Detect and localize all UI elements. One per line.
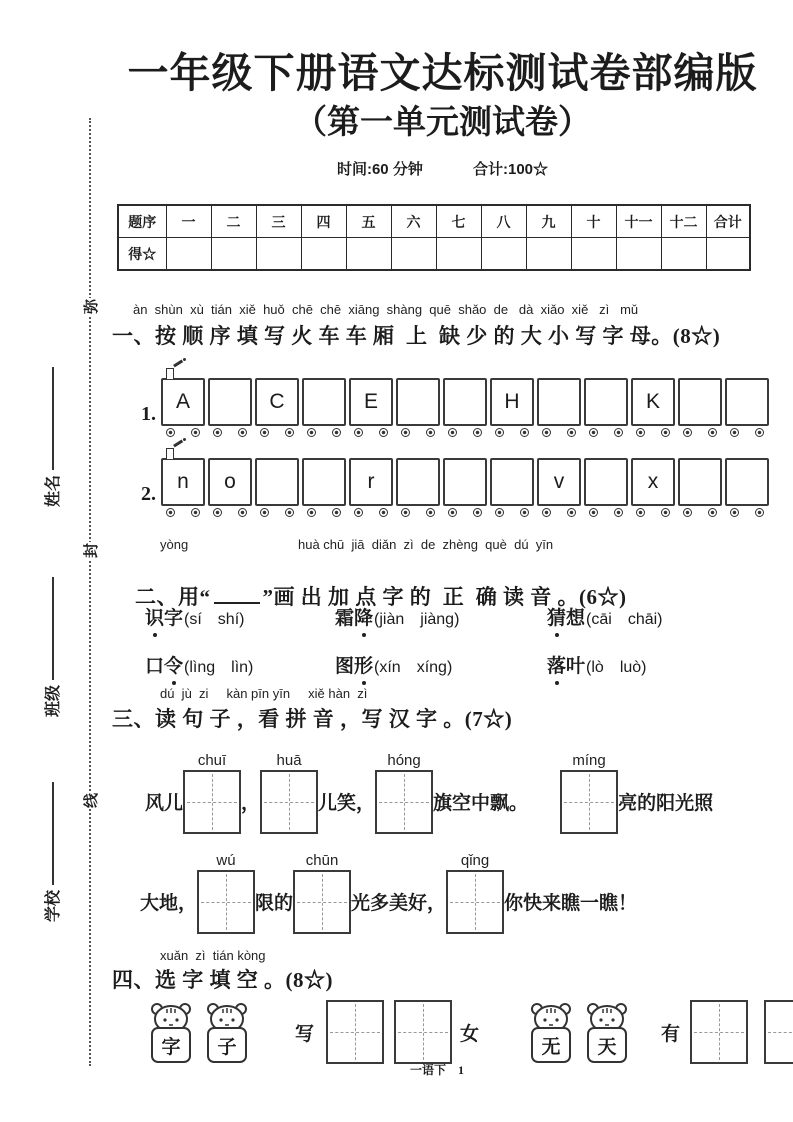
box-pinyin: wú [216,852,236,869]
q2-pinyin-options: (jiàn jiàng) [374,611,460,628]
car-letter: C [269,390,285,413]
tianzige-box [375,770,433,834]
score-header-cell: 十二 [661,205,706,238]
car-letter: K [645,390,660,413]
box-pinyin: qǐng [460,852,490,869]
score-cell [571,238,616,271]
sentence-text: 你快来瞧一瞧！ [504,893,638,914]
q2-word: 图形 [335,656,374,677]
score-cell [481,238,526,271]
train-car [584,378,628,426]
q3-pinyin: dú jù zi kàn pīn yīn xiě hàn zì [160,686,368,701]
score-header-cell: 九 [526,205,571,238]
tiger-card: 子 [207,1027,247,1063]
train-car [255,378,299,426]
q2-pinyin-yong: yòng [160,537,189,552]
q2-pinyin-options: (lìng lìn) [184,659,254,676]
sentence-text: 儿笑， [318,793,376,814]
tiger-mascot [581,1001,633,1063]
q2-word: 猜想 [547,608,586,629]
train-car [631,458,675,506]
score-header-cell: 五 [346,205,391,238]
q3-text: 三、读 句 子 ，看 拼 音 ，写 汉 字 。(7☆) [112,707,513,731]
tiger-mascot [525,1001,577,1063]
q4-text: 四、选 字 填 空 。(8☆) [112,968,333,992]
q2-text-rest: 画 出 加 点 字 的 正 确 读 音 。(6☆) [273,585,627,610]
train-car [443,458,487,506]
score-cell [346,238,391,271]
tianzige-box [197,870,255,934]
box-pinyin: chūn [305,852,339,869]
score-header-cell: 六 [391,205,436,238]
score-header-cell: 十一 [616,205,661,238]
box-pinyin: huā [276,752,302,769]
answer-box-wrap [560,752,618,834]
q2-pinyin-options: (cāi chāi) [586,611,663,628]
train-car [678,378,722,426]
train-car [208,458,252,506]
score-cell [616,238,661,271]
car-letter: r [367,470,375,493]
q2-pinyin-options: (lò luò) [586,659,647,676]
sentence-text: ， [241,793,261,814]
score-header-cell: 八 [481,205,526,238]
tianzige-box [260,770,318,834]
q2-option [335,651,547,678]
tiger-card: 天 [587,1027,627,1063]
tiger-mascot [201,1001,253,1063]
q2-option [335,603,547,630]
sentence-text: 旗空中飘。 [433,793,529,814]
open-quote: “ [199,585,211,610]
answer-box-wrap [183,752,241,834]
score-cell [166,238,211,271]
page-subtitle: （第一单元测试卷） [294,103,591,140]
score-header-cell: 二 [211,205,256,238]
score-cell [301,238,346,271]
train-car [208,378,252,426]
box-pinyin: míng [572,752,606,769]
seal-dotted-line [89,118,91,1066]
q1-text: 一、按 顺 序 填 写 火 车 车 厢 上 缺 少 的 大 小 写 字 母。(8☆) [112,324,721,348]
tianzige-box [764,1000,793,1064]
q2-word: 霜降 [335,608,374,629]
q2-word: 口令 [145,656,184,677]
train-car [490,458,534,506]
score-header-cell: 合计 [706,205,750,238]
train-car [161,458,205,506]
tianzige-box [293,870,351,934]
score-row-label: 得☆ [118,238,166,271]
q2-options-row-1 [145,603,663,630]
name-field [40,367,63,507]
score-cell [256,238,301,271]
q2-options-row-2 [145,651,647,678]
class-field [40,577,63,717]
page-title: 一年级下册语文达标测试卷部编版 [127,50,758,96]
q4-after-text: 女 [460,1023,480,1045]
q4-before-text: 有 [661,1023,681,1045]
train-car [302,378,346,426]
name-field-label: 姓名 [45,474,62,507]
score-header-cell: 四 [301,205,346,238]
car-letter: E [363,390,378,413]
score-cell [391,238,436,271]
chimney-icon [166,368,174,379]
tianzige-box [690,1000,748,1064]
train-car [161,378,205,426]
q2-option [547,603,663,630]
train-car [537,378,581,426]
train-car [302,458,346,506]
train-car [631,378,675,426]
score-header-cell: 十 [571,205,616,238]
answer-box-wrap [260,752,318,834]
q2-pinyin-rest: huà chū jiā diǎn zì de zhèng què dú yīn [298,537,554,552]
exam-info [95,158,790,179]
score-header-cell: 一 [166,205,211,238]
school-field [40,782,63,922]
seal-char-2: 封 [77,542,104,559]
score-header-cell: 七 [436,205,481,238]
car-letter: n [177,470,189,493]
answer-box-wrap [446,852,504,934]
q3-line-2 [140,852,637,934]
car-letter: H [504,390,520,413]
car-letter: o [224,470,236,493]
q2-option [145,603,335,630]
tianzige-box [446,870,504,934]
tiger-card: 字 [151,1027,191,1063]
box-pinyin: hóng [387,752,421,769]
tianzige-box [326,1000,384,1064]
answer-box-wrap [293,852,351,934]
car-letter: x [647,470,659,493]
train-car [678,458,722,506]
train-car [490,378,534,426]
school-field-label: 学校 [45,889,62,922]
q2-word: 识字 [145,608,184,629]
q2-pinyin-options: (xín xíng) [374,659,453,676]
name-blank-line [50,367,54,470]
total-score-label: 合计:100☆ [473,161,549,178]
q1-pinyin: àn shùn xù tián xiě huǒ chē chē xiāng shàng quē shǎo de dà xiǎo xiě zì mǔ [133,302,639,317]
score-table-value-row [118,238,750,271]
train-car [396,458,440,506]
score-header-cell: 三 [256,205,301,238]
train-car [349,378,393,426]
tianzige-box [183,770,241,834]
tianzige-box [560,770,618,834]
sentence-text: 限的 [255,893,294,914]
sentence-text: 风儿 [145,793,184,814]
train-car [349,458,393,506]
train-car [443,378,487,426]
seal-char-3: 线 [77,792,104,809]
train-2 [141,458,772,520]
q2-number: 二、用 [135,585,200,610]
car-letter: A [175,390,190,413]
q4-pinyin: xuǎn zì tián kòng [160,948,266,963]
box-pinyin: chuī [197,752,227,769]
train-car [537,458,581,506]
score-table [117,204,751,271]
time-label: 时间:60 分钟 [336,161,423,178]
car-letter: v [553,470,565,493]
tiger-card: 无 [531,1027,571,1063]
score-cell [436,238,481,271]
score-cell [526,238,571,271]
train-1 [141,378,772,440]
score-cell [661,238,706,271]
sentence-text: 大地， [140,893,198,914]
sentence-text: 光多美好， [351,893,447,914]
sentence-text: 亮的阳光照 [618,793,714,814]
score-header-cell: 题序 [118,205,166,238]
score-table-header-row [118,205,750,238]
q4-before-text: 写 [295,1023,315,1045]
tianzige-box [394,1000,452,1064]
class-field-label: 班级 [45,684,62,717]
train-car [255,458,299,506]
page-footer: 一语下 1 [409,1063,464,1077]
score-cell [706,238,750,271]
train-car [725,458,769,506]
class-blank-line [50,577,54,680]
q2-option [547,651,647,678]
close-quote: ” [262,585,274,610]
q4-content-row [145,1000,793,1064]
answer-box-wrap [197,852,255,934]
seal-char-1: 弥 [77,298,104,315]
train-car [584,458,628,506]
train-2-number: 2. [141,483,156,505]
q2-answer-blank [214,580,260,604]
tiger-mascot [145,1001,197,1063]
q2-pinyin-options: (sí shí) [184,611,245,628]
q3-line-1 [145,752,713,834]
school-blank-line [50,782,54,885]
q2-option [145,651,335,678]
train-car [725,378,769,426]
answer-box-wrap [375,752,433,834]
train-1-number: 1. [141,403,156,425]
train-car [396,378,440,426]
chimney-icon [166,448,174,459]
q2-word: 落叶 [547,656,586,677]
score-cell [211,238,256,271]
